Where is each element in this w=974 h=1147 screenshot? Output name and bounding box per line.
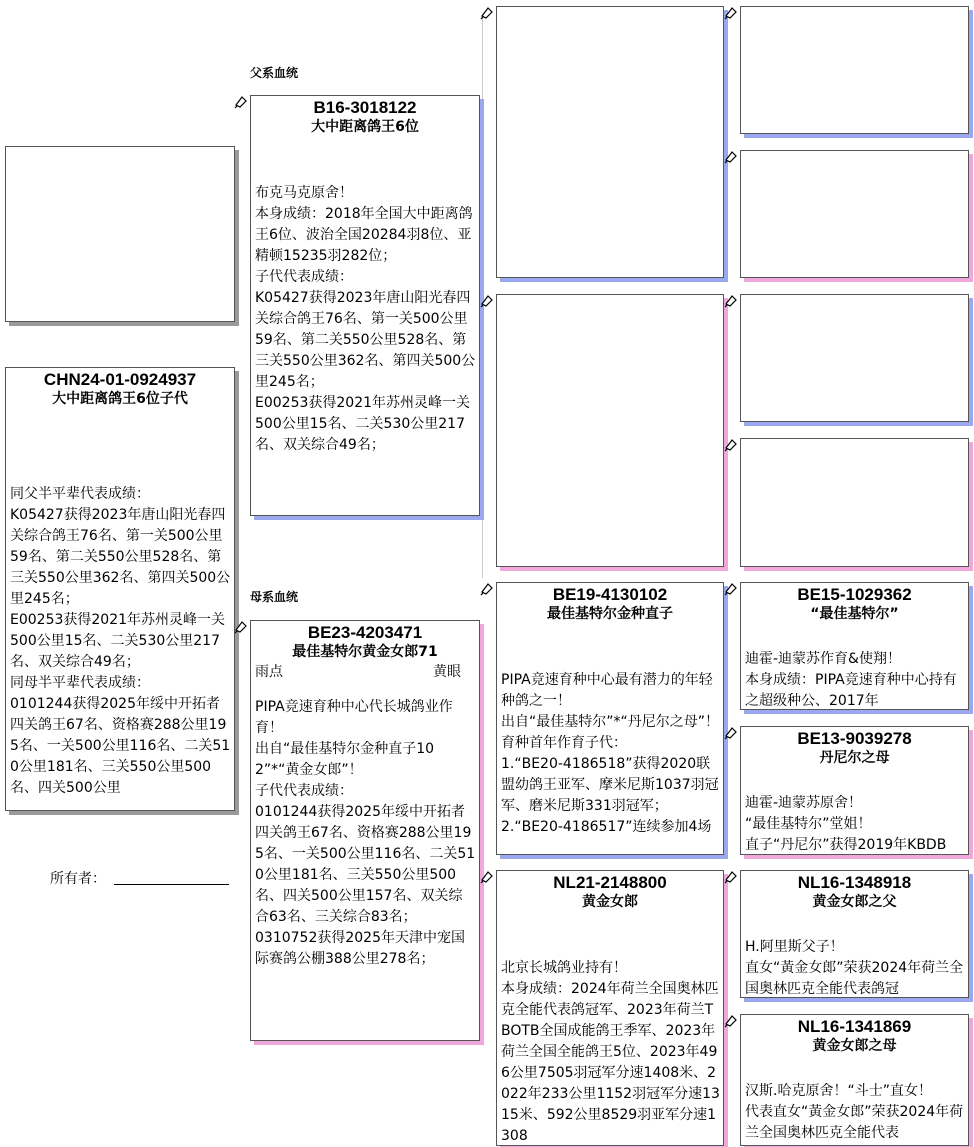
dam-dam-title: 黄金女郎 [582,894,638,910]
sire-sire-card[interactable] [496,6,724,278]
ggd-1-ring: BE13-9039278 [797,729,912,748]
subject-ring: CHN24-01-0924937 [43,370,197,389]
ggd-1-title: 丹尼尔之母 [819,750,890,766]
ggs-1-body: 迪霍-迪蒙苏作育&使翔！ 本身成绩：PIPA竞速育种中心持有之超级种公、2017年 [745,651,957,709]
dam-sire-body: PIPA竞速育种中心最有潜力的年轻种鸽之一！ 出自“最佳基特尔”*“丹尼尔之母”！ 育种首年作育子代： 1.“BE20-4186518”获得2020联盟幼鸽王亚军、摩米尼斯1037羽冠军、磨米尼斯331羽冠军； 2.“BE20-4186517”连续参加4场 [501,672,720,835]
dam-meta-row [251,662,479,683]
dam-dam-card[interactable] [496,870,724,1146]
edit-pin-icon[interactable] [234,620,248,634]
edit-pin-icon[interactable] [724,6,738,20]
ggd-2-ring: NL16-1341869 [797,1017,912,1036]
great-grandparent-card[interactable] [740,294,969,422]
dam-pattern: 雨点 [255,664,283,680]
ggs-2-card[interactable] [740,870,969,998]
dam-sire-ring: BE19-4130102 [552,585,668,604]
subject-body: 同父半平辈代表成绩： K05427获得2023年唐山阳光春四关综合鸽王76名、第一关500公里59名、第二关550公里528名、第三关550公里362名、第四关500公里245名； E00253获得2021年苏州灵峰一关500公里15名、二关530公里217名、双关综合49名； 同母半平辈代表成绩： 0101244获得2025年绥中开拓者四关鸽王67名、资格赛288公里195名、一关500公里116名、二关510公里181名、三关550公里500名、四关500公里 [10,486,231,796]
sire-body: 布克马克原舍！ 本身成绩：2018年全国大中距离鸽王6位、波治全国20284羽8位、亚精顿15235羽282位； 子代代表成绩： K05427获得2023年唐山阳光春四关综合鸽王76名、第一关500公里59名、第二关550公里528名、第三关550公里362名、第四关500公里245名； E00253获得2021年苏州灵峰一关500公里15名、二关530公里217名、双关综合49名； [255,185,476,453]
edit-pin-icon[interactable] [724,294,738,308]
dam-sire-card[interactable] [496,582,724,855]
edit-pin-icon[interactable] [480,582,494,596]
dam-dam-body: 北京长城鸽业持有！ 本身成绩：2024年荷兰全国奥林匹克全能代表鸽冠军、2023年荷兰TBOTB全国成能鸽王季军、2023年荷兰全国全能鸽王5位、2023年496公里7505羽冠军分速1408米、2022年233公里1152羽冠军分速1315米、592公里8529羽亚军分速1308 [501,960,720,1144]
dam-dam-ring: NL21-2148800 [553,873,667,892]
dam-ring: BE23-4203471 [307,623,423,642]
sire-dam-card[interactable] [496,294,724,567]
sire-ring: B16-3018122 [313,98,417,117]
father-line-label: 父系血统 [250,66,299,80]
edit-pin-icon[interactable] [480,294,494,308]
owner-input-line[interactable] [114,884,229,885]
edit-pin-icon[interactable] [724,582,738,596]
ggd-2-body: 汉斯.哈克原舍！“斗士”直女！ 代表直女“黃金女郎”荣获2024年荷兰全国奥林匹克全能代表 [745,1083,964,1141]
ggs-1-card[interactable] [740,582,969,710]
ggs-1-title: “最佳基特尔” [810,606,899,622]
edit-pin-icon[interactable] [234,95,248,109]
edit-pin-icon[interactable] [724,726,738,740]
ggs-2-ring: NL16-1348918 [797,873,912,892]
dam-body: PIPA竞速育种中心代长城鸽业作育！ 出自“最佳基特尔金种直子102”*“黄金女郎”！ 子代代表成绩： 0101244获得2025年绥中开拓者四关鸽王67名、资格赛288公里195名、一关500公里116名、二关510公里181名、三关550公里500名、四关500公里157名、双关综合63名、三关综合83名； 0310752获得2025年天津中宠国际赛鸽公棚388公里278名； [255,699,476,967]
dam-eye: 黄眼 [433,664,461,680]
edit-pin-icon[interactable] [480,870,494,884]
ggd-2-title: 黄金女郎之母 [812,1038,897,1054]
ggs-1-ring: BE15-1029362 [797,585,912,604]
ggs-2-body: H.阿里斯父子！ 直女“黃金女郎”荣获2024年荷兰全国奥林匹克全能代表鸽冠 [745,939,964,997]
great-grandparent-card[interactable] [740,6,969,134]
sire-card[interactable] [250,95,480,516]
owner-label: 所有者： [50,871,106,887]
ggs-2-title: 黄金女郎之父 [812,894,897,910]
sire-title: 大中距离鸽王6位 [311,119,419,135]
edit-pin-icon[interactable] [480,6,494,20]
ggd-2-card[interactable] [740,1014,969,1146]
photo-box[interactable] [5,146,235,322]
edit-pin-icon[interactable] [724,1014,738,1028]
dam-sire-title: 最佳基特尔金种直子 [547,606,673,622]
edit-pin-icon[interactable] [724,870,738,884]
edit-pin-icon[interactable] [724,438,738,452]
ggd-1-body: 迪霍-迪蒙苏原舍！ “最佳基特尔”堂姐！ 直子“丹尼尔”获得2019年KBDB [745,795,947,853]
subject-card[interactable] [5,367,235,811]
subject-title: 大中距离鸽王6位子代 [52,391,188,407]
ggd-1-card[interactable] [740,726,969,855]
mother-line-label: 母系血统 [250,590,299,604]
great-grandparent-card[interactable] [740,150,969,278]
edit-pin-icon[interactable] [724,150,738,164]
great-grandparent-card[interactable] [740,438,969,567]
dam-title: 最佳基特尔黄金女郎71 [292,644,438,660]
dam-card[interactable] [250,620,480,1041]
